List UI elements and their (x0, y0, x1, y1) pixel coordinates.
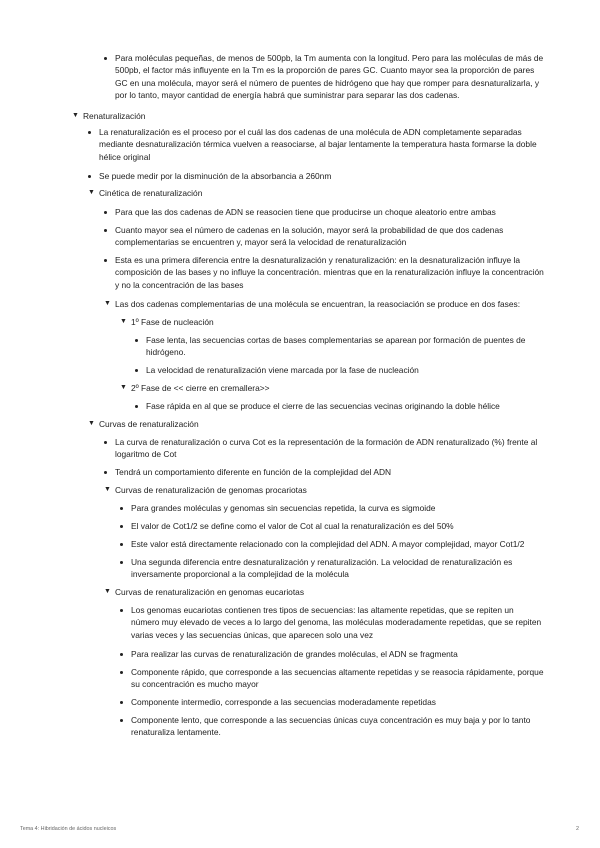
list-item (120, 604, 544, 641)
toggle-triangle-icon[interactable]: ▼ (120, 384, 127, 391)
list-item (88, 126, 544, 163)
list-item-text: Fase lenta, las secuencias cortas de bases complementarias se aparean por formación de puentes de hidrógeno. (146, 335, 526, 358)
list-item-text: Se puede medir por la disminución de la absorbancia a 260nm (99, 171, 332, 181)
list-item (120, 538, 544, 550)
list-item-text: Este valor está directamente relacionado con la complejidad del ADN. A mayor complejidad, mayor Cot1/2 (131, 539, 525, 549)
toggle-triangle-icon[interactable]: ▼ (104, 588, 111, 595)
toggle-triangle-icon[interactable]: ▼ (120, 318, 127, 325)
toggle-label: Curvas de renaturalización en genomas eucariotas (115, 587, 305, 597)
toggle-label: Curvas de renaturalización (99, 419, 199, 429)
list-item-text: El valor de Cot1/2 se define como el valor de Cot al cual la renaturalización es del 50% (131, 521, 454, 531)
toggle-label: 2º Fase de << cierre en cremallera>> (131, 383, 270, 393)
toggle-label: Cinética de renaturalización (99, 188, 203, 198)
list-item-text: Componente lento, que corresponde a las secuencias únicas cuya concentración es muy baja y por lo tanto renaturaliza lentamente. (131, 715, 531, 738)
list-item (88, 170, 544, 182)
toggle-label: 1º Fase de nucleación (131, 317, 214, 327)
list-item (104, 254, 544, 291)
list-item (120, 714, 544, 739)
list-item-text: Los genomas eucariotas contienen tres tipos de secuencias: las altamente repetidas, que se repiten un número muy elevado de veces a lo largo del genoma, las moléculas moderadamente repetidas, que se repiten varias veces y las secuencias únicas, que aparecen solo una vez (131, 605, 542, 640)
list-item (120, 502, 544, 514)
toggle-triangle-icon[interactable]: ▼ (72, 112, 79, 119)
list-item (104, 466, 544, 478)
list-item (135, 364, 544, 376)
page-number: 2 (576, 826, 579, 832)
toggle-label: Renaturalización (83, 111, 146, 121)
toggle-label: Curvas de renaturalización de genomas procariotas (115, 485, 307, 495)
list-item (120, 520, 544, 532)
list-item (104, 224, 544, 249)
toggle-item[interactable] (120, 316, 544, 328)
list-item-text: Para moléculas pequeñas, de menos de 500pb, la Tm aumenta con la longitud. Pero para las moléculas de más de 500pb, el factor más influyente en la Tm es la proporción de pares GC. Cuanto mayor sea la proporción de pares GC en una molécula, mayor será el número de puentes de hidrógeno que hay que romper para desnaturalizarla, y por lo tanto, mayor cantidad de energía habrá que suministrar para separar las dos cadenas. (115, 53, 544, 101)
toggle-item[interactable] (88, 418, 544, 430)
list-item-text: La velocidad de renaturalización viene marcada por la fase de nucleación (146, 365, 419, 375)
list-item-text: La renaturalización es el proceso por el cuál las dos cadenas de una molécula de ADN completamente separadas mediante desnaturalización térmica vuelven a reasociarse, al bajar lentamente la temperatura hasta formarse la doble hélice original (99, 127, 537, 162)
toggle-item[interactable] (104, 484, 544, 496)
list-item-text: Componente intermedio, corresponde a las secuencias moderadamente repetidas (131, 697, 436, 707)
list-item (104, 52, 544, 102)
toggle-triangle-icon[interactable]: ▼ (88, 189, 95, 196)
list-item-text: Esta es una primera diferencia entre la desnaturalización y renaturalización: en la desnaturalización influye la composición de las bases y no influye la concentración. mientras que en la renaturalización influye la concentración y no la concentración de las bases (115, 255, 544, 290)
list-item-text: Para grandes moléculas y genomas sin secuencias repetida, la curva es sigmoide (131, 503, 436, 513)
list-item-text: Para que las dos cadenas de ADN se reasocien tiene que producirse un choque aleatorio entre ambas (115, 207, 496, 217)
toggle-item[interactable] (72, 110, 542, 122)
list-item-text: Cuanto mayor sea el número de cadenas en la solución, mayor será la probabilidad de que dos cadenas complementarias se encuentren y, mayor será la velocidad de renaturalización (115, 225, 504, 248)
list-item (120, 696, 544, 708)
toggle-triangle-icon[interactable]: ▼ (88, 420, 95, 427)
list-item-text: Para realizar las curvas de renaturalización de grandes moléculas, el ADN se fragmenta (131, 649, 458, 659)
list-item-text: Componente rápido, que corresponde a las secuencias altamente repetidas y se reasocia rápidamente, porque su concentración es mucho mayor (131, 667, 544, 690)
list-item (104, 436, 544, 461)
list-item-text: Una segunda diferencia entre desnaturalización y renaturalización. La velocidad de renaturalización es inversamente proporcional a la complejidad de la molécula (131, 557, 513, 580)
list-item (135, 334, 544, 359)
toggle-triangle-icon[interactable]: ▼ (104, 486, 111, 493)
list-item-text: La curva de renaturalización o curva Cot es la representación de la formación de ADN renaturalizado (%) frente al logaritmo de Cot (115, 437, 538, 460)
list-item (135, 400, 544, 412)
toggle-label: Las dos cadenas complementarias de una molécula se encuentran, la reasociación se produce en dos fases: (115, 299, 521, 309)
list-item (120, 666, 544, 691)
toggle-item[interactable] (88, 187, 544, 199)
toggle-triangle-icon[interactable]: ▼ (104, 300, 111, 307)
toggle-item[interactable] (104, 586, 544, 598)
footer-title: Tema 4: Hibridación de ácidos nucleicos (20, 826, 117, 832)
list-item (104, 206, 544, 218)
list-item-text: Fase rápida en al que se produce el cierre de las secuencias vecinas originando la doble hélice (146, 401, 500, 411)
toggle-item[interactable] (120, 382, 544, 394)
list-item-text: Tendrá un comportamiento diferente en función de la complejidad del ADN (115, 467, 392, 477)
toggle-item[interactable] (104, 298, 544, 310)
list-item (120, 556, 544, 581)
list-item (120, 648, 544, 660)
